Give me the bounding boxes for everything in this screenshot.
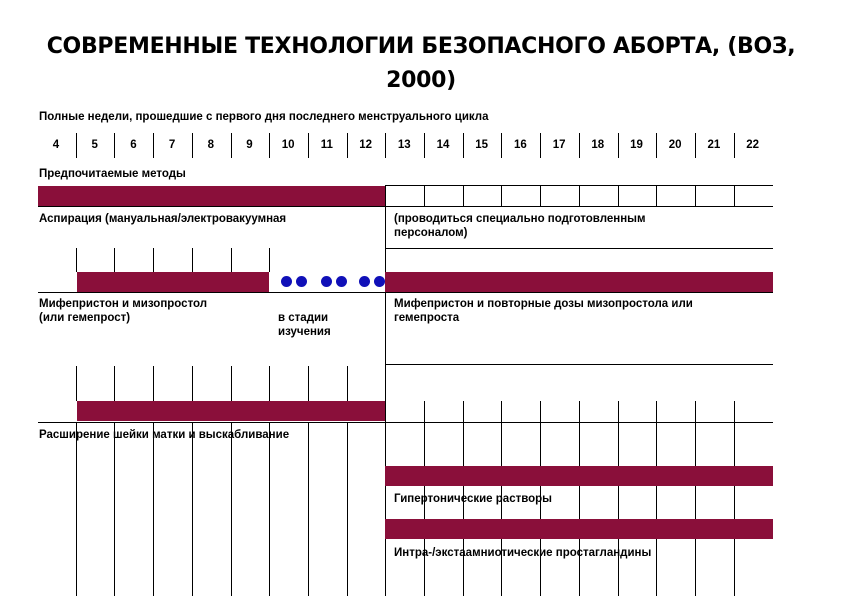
grid-tick xyxy=(76,366,77,401)
grid-tick xyxy=(192,422,193,596)
aspiration-note-line-2: персоналом) xyxy=(394,227,468,239)
grid-tick xyxy=(347,366,348,401)
week-divider xyxy=(347,133,348,158)
grid-tick xyxy=(192,366,193,401)
grid-tick xyxy=(734,422,735,596)
aspiration-note-line-1: (проводиться специально подготовленным xyxy=(394,213,646,225)
grid-tick xyxy=(114,366,115,401)
week-divider xyxy=(734,133,735,158)
week-divider xyxy=(424,133,425,158)
grid-tick xyxy=(656,422,657,596)
study-dot xyxy=(336,276,347,287)
grid-tick xyxy=(347,422,348,596)
grid-tick xyxy=(579,422,580,596)
grid-tick xyxy=(385,186,386,206)
grid-tick xyxy=(540,186,541,206)
week-12: 12 xyxy=(359,139,372,151)
grid-tick xyxy=(114,248,115,272)
mifepristone-label-line-1: Мифепристон и мизопростол xyxy=(39,298,208,310)
grid-tick xyxy=(153,366,154,401)
grid-tick xyxy=(385,422,386,596)
page-title xyxy=(0,30,842,98)
grid-tick xyxy=(192,248,193,272)
week-20: 20 xyxy=(668,139,682,151)
week-divider xyxy=(656,133,657,158)
grid-tick xyxy=(695,186,696,206)
grid-tick xyxy=(734,401,735,422)
week-divider xyxy=(308,133,309,158)
aspiration-label: Аспирация (мануальная/электровакуумная xyxy=(39,213,287,225)
week-divider xyxy=(385,133,386,158)
study-label-line-2: изучения xyxy=(278,326,331,338)
grid-tick xyxy=(656,401,657,422)
grid-tick xyxy=(76,422,77,596)
week-divider xyxy=(695,133,696,158)
week-divider xyxy=(501,133,502,158)
grid-tick xyxy=(501,401,502,422)
week-divider xyxy=(76,133,77,158)
row-rule xyxy=(38,206,773,207)
grid-tick xyxy=(540,422,541,596)
row-rule xyxy=(385,364,773,365)
week-18: 18 xyxy=(591,139,605,151)
prostaglandins-bar xyxy=(385,519,773,539)
weeks-label: Полные недели, прошедшие с первого дня последнего менструального цикла xyxy=(39,111,489,123)
week-22: 22 xyxy=(746,139,759,151)
week-4: 4 xyxy=(52,139,60,151)
grid-tick xyxy=(463,186,464,206)
week-19: 19 xyxy=(630,139,643,151)
grid-tick xyxy=(114,422,115,596)
grid-tick xyxy=(501,186,502,206)
week-divider xyxy=(269,133,270,158)
week-17: 17 xyxy=(552,139,566,151)
week-divider xyxy=(463,133,464,158)
grid-tick xyxy=(308,422,309,596)
row-rule xyxy=(385,248,773,249)
grid-tick xyxy=(231,366,232,401)
week-15: 15 xyxy=(475,139,489,151)
week-10: 10 xyxy=(281,139,295,151)
study-label-line-1: в стадии xyxy=(278,312,329,324)
grid-tick xyxy=(269,248,270,272)
grid-tick xyxy=(153,422,154,596)
aspiration-late-bar xyxy=(385,272,773,292)
week-divider xyxy=(579,133,580,158)
grid-tick xyxy=(501,422,502,596)
grid-tick xyxy=(463,401,464,422)
week-divider xyxy=(540,133,541,158)
week-8: 8 xyxy=(207,139,214,151)
week-14: 14 xyxy=(436,139,450,151)
prostaglandins-label: Интра-/экстаамниотические простагландины xyxy=(394,547,652,559)
grid-tick xyxy=(424,401,425,422)
study-dot xyxy=(296,276,307,287)
week-divider xyxy=(192,133,193,158)
grid-tick xyxy=(656,186,657,206)
week-11: 11 xyxy=(320,139,333,151)
title-line-2: 2000) xyxy=(386,68,456,93)
grid-tick xyxy=(734,186,735,206)
dilation-early-bar xyxy=(77,401,385,421)
grid-tick xyxy=(231,248,232,272)
grid-tick xyxy=(540,401,541,422)
grid-tick xyxy=(579,186,580,206)
row-rule xyxy=(38,292,773,293)
hypertonic-bar xyxy=(385,466,773,486)
row-rule xyxy=(38,422,773,423)
grid-tick xyxy=(695,401,696,422)
week-16: 16 xyxy=(513,139,527,151)
grid-tick xyxy=(269,366,270,401)
week-6: 6 xyxy=(130,139,137,151)
study-dot xyxy=(359,276,370,287)
grid-tick xyxy=(269,422,270,596)
grid-tick xyxy=(424,422,425,596)
grid-tick xyxy=(618,401,619,422)
week-7: 7 xyxy=(168,139,176,151)
grid-tick xyxy=(231,422,232,596)
mifepristone-late-label-line-2: гемепроста xyxy=(394,312,460,324)
grid-tick xyxy=(618,186,619,206)
study-dot xyxy=(321,276,332,287)
split-line xyxy=(385,292,386,422)
mifepristone-early-bar xyxy=(77,272,269,292)
grid-tick xyxy=(618,422,619,596)
grid-tick xyxy=(463,422,464,596)
study-dot xyxy=(281,276,292,287)
dilation-curettage-label: Расширение шейки матки и выскабливание xyxy=(39,429,290,441)
grid-tick xyxy=(424,186,425,206)
title-line-1: СОВРЕМЕННЫЕ ТЕХНОЛОГИИ БЕЗОПАСНОГО АБОРТА, (ВОЗ, xyxy=(46,34,796,59)
week-9: 9 xyxy=(246,139,253,151)
grid-tick xyxy=(153,248,154,272)
week-divider xyxy=(231,133,232,158)
grid-tick xyxy=(695,422,696,596)
grid-tick xyxy=(308,366,309,401)
grid-tick xyxy=(76,248,77,272)
week-divider xyxy=(153,133,154,158)
week-divider xyxy=(618,133,619,158)
week-13: 13 xyxy=(397,139,411,151)
grid-tick xyxy=(579,401,580,422)
mifepristone-label-line-2: (или гемепрост) xyxy=(39,312,131,324)
week-5: 5 xyxy=(91,139,98,151)
mifepristone-late-label-line-1: Мифепристон и повторные дозы мизопростола или xyxy=(394,298,693,310)
week-21: 21 xyxy=(707,139,721,151)
week-divider xyxy=(114,133,115,158)
study-dot xyxy=(374,276,385,287)
aspiration-preferred-bar xyxy=(38,186,385,206)
hypertonic-label: Гипертонические растворы xyxy=(394,493,553,505)
preferred-methods-label: Предпочитаемые методы xyxy=(39,168,186,180)
